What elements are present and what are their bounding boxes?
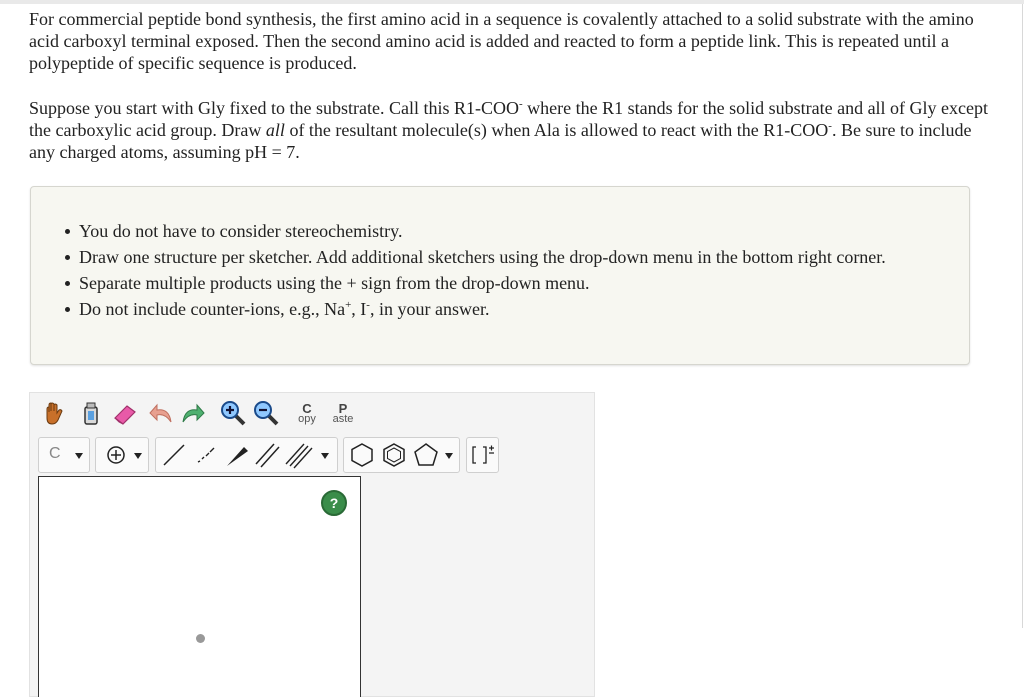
zoom-in-icon[interactable] [218,398,248,428]
q2-superscript-2: - [828,120,832,132]
chevron-down-icon [134,453,142,459]
q2-text-d: . Be sure to include any charged atoms, assuming pH = 7. [29,120,972,162]
paste-label-bottom: aste [332,413,354,425]
charge-plus-icon [106,445,126,465]
redo-icon[interactable] [178,398,208,428]
element-selector[interactable] [38,437,90,473]
hashed-wedge-icon[interactable] [192,440,222,470]
cyclopentane-icon[interactable] [412,441,440,469]
chevron-down-icon [445,453,453,459]
element-label: C [49,445,61,462]
chevron-down-icon [75,453,83,459]
copy-button[interactable] [292,399,322,429]
charge-selector[interactable] [95,437,149,473]
instruction-item [79,298,939,320]
bond-selector[interactable] [155,437,338,473]
zoom-out-icon[interactable] [251,398,281,428]
instruction-item: Separate multiple products using the + sign from the drop-down menu. [79,272,939,294]
instruction-item: You do not have to consider stereochemistry. [79,220,939,242]
instructions-list [79,220,939,324]
double-bond-icon[interactable] [252,440,282,470]
q2-text-a: Suppose you start with Gly fixed to the substrate. Call this R1-COO [29,98,519,118]
instruction-text: Do not include counter-ions, e.g., Na [79,299,346,319]
single-bond-icon[interactable] [159,440,189,470]
bracket-button[interactable] [466,437,499,473]
benzene-icon[interactable] [380,441,408,469]
undo-icon[interactable] [146,398,176,428]
paste-label-top: P [338,401,348,416]
q2-text-c: of the resultant molecule(s) when Ala is allowed to react with the R1-COO [284,120,829,140]
copy-label-top: C [302,401,312,416]
question-paragraph-2 [29,97,989,163]
cyclohexane-icon[interactable] [348,441,376,469]
page-edge [1022,4,1023,628]
q2-emphasis: all [265,120,285,140]
instruction-text: , I [351,299,367,319]
triple-bond-icon[interactable] [284,440,314,470]
chevron-down-icon [321,453,329,459]
question-paragraph-1: For commercial peptide bond synthesis, the first amino acid in a sequence is covalently attached to a solid substrate with the amino acid carboxyl terminal exposed. Then the second amino acid is added and reacted to form a peptide link. This is repeated until a polypeptide of specific sequence is produced. [29,9,974,73]
paste-button[interactable] [327,399,359,429]
top-bar [0,0,1024,4]
wedge-bond-icon[interactable] [222,440,252,470]
instructions-box [30,186,970,365]
ring-selector[interactable] [343,437,460,473]
drawing-canvas[interactable] [38,476,361,697]
eraser-icon[interactable] [110,398,140,428]
copy-label-bottom: opy [298,413,316,425]
help-button[interactable]: ? [321,490,347,516]
bracket-charge-icon [470,442,496,468]
erase-all-icon[interactable] [76,396,106,428]
instruction-item: Draw one structure per sketcher. Add additional sketchers using the drop-down menu in the bottom right corner. [79,246,939,268]
superscript-minus: - [366,299,370,311]
hand-icon[interactable] [39,398,69,428]
q2-text-b: where the R1 stands for the solid substrate and all of Gly except the carboxylic acid group. Draw [29,98,989,140]
q2-superscript-1: - [518,98,523,110]
canvas-cursor-dot [196,634,205,643]
superscript-plus: + [345,299,352,311]
instruction-text: , in your answer. [369,299,490,319]
